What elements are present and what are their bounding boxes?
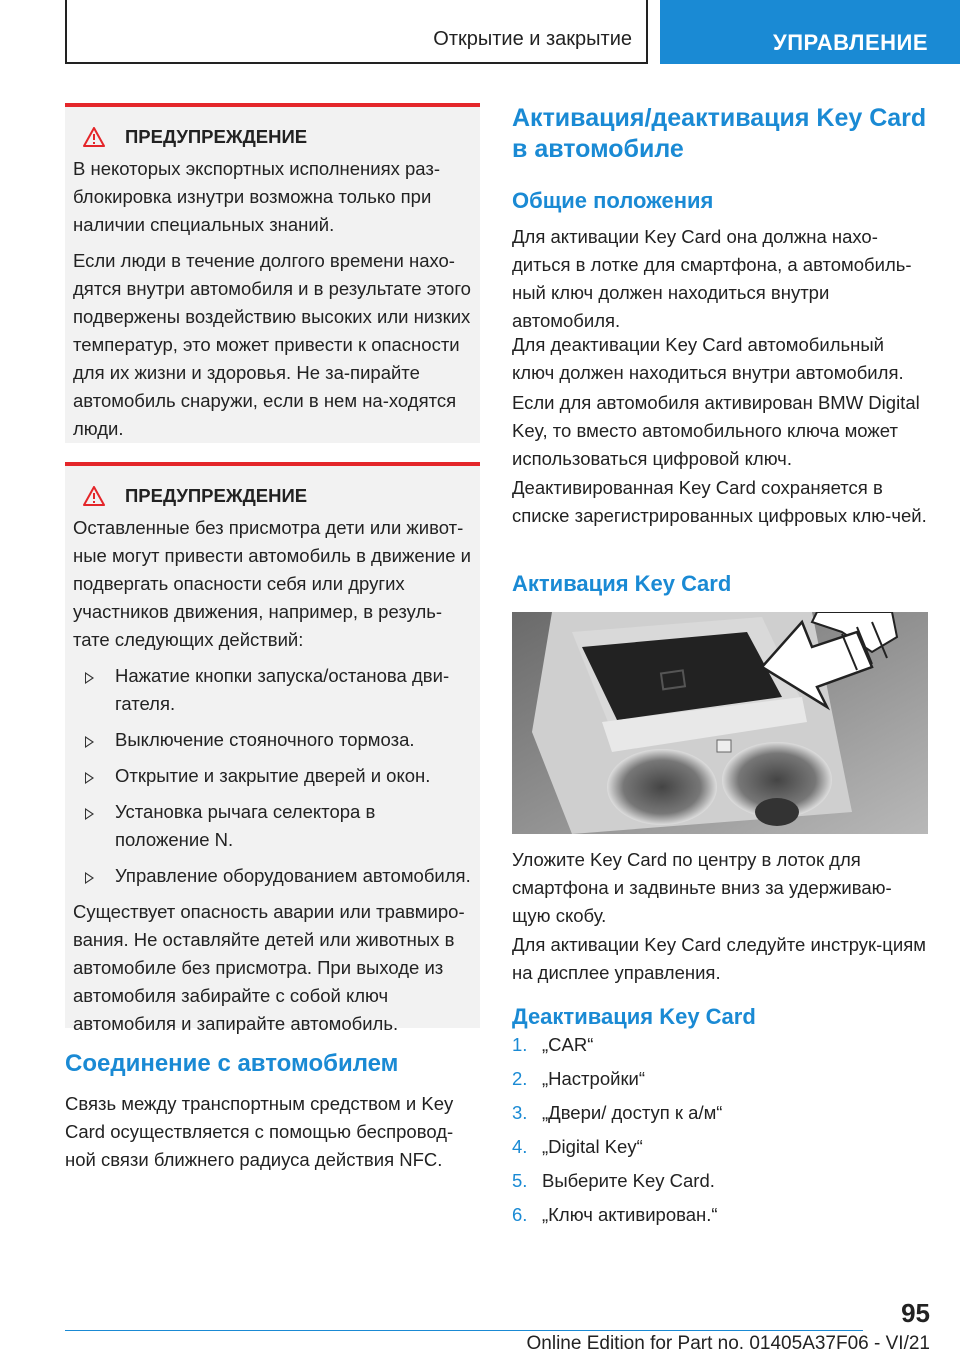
deactivate-heading: Деактивация Key Card [512, 1004, 756, 1029]
warning-text: Оставленные без присмотра дети или живот-ные могут привести автомобиль в движение и подвергать опасности себя или других участников движения, например, в резуль-тате следующих действий: [73, 517, 471, 650]
list-item: 6. „Ключ активирован.“ [512, 1204, 718, 1225]
activate-text-1: Уложите Key Card по центру в лоток для смартфона и задвиньте вниз за удерживаю-щую скобу. [512, 849, 892, 926]
list-item: Выключение стояночного тормоза. [73, 726, 472, 754]
section-title: УПРАВЛЕНИЕ [773, 30, 928, 55]
list-item: Нажатие кнопки запуска/останова дви-гателя. [73, 662, 472, 718]
connection-heading: Соединение с автомобилем [65, 1050, 399, 1077]
footer-divider [65, 1330, 863, 1331]
list-item: 4. „Digital Key“ [512, 1136, 643, 1157]
edition-text: Online Edition for Part no. 01405A37F06 - VI/21 [526, 1333, 930, 1354]
bullet-triangle-icon [85, 872, 94, 884]
list-item: 1. „CAR“ [512, 1034, 594, 1055]
general-text-2: Для деактивации Key Card автомобильный ключ должен находиться внутри автомобиля. [512, 334, 904, 383]
general-text-1: Для активации Key Card она должна нахо-диться в лотке для смартфона, а автомобиль-ный ключ должен находиться внутри автомобиля. [512, 226, 912, 331]
bullet-triangle-icon [85, 672, 94, 684]
list-item: Установка рычага селектора в положение N. [73, 798, 472, 854]
connection-text: Связь между транспортным средством и Key Card осуществляется с помощью беспровод-ной связи ближнего радиуса действия NFC. [65, 1093, 454, 1170]
chapter-title: Открытие и закрытие [433, 28, 632, 50]
warning-text: Существует опасность аварии или травмиро-вания. Не оставляйте детей или животных в автомобиле без присмотра. При выходе из автомобиля забирайте с собой ключ автомобиля и запирайте автомобиль. [73, 901, 465, 1034]
general-text-3: Если для автомобиля активирован BMW Digital Key, то вместо автомобильного ключа может использоваться цифровой ключ. [512, 392, 920, 469]
list-item: 2. „Настройки“ [512, 1068, 646, 1089]
warning-triangle-icon [83, 486, 105, 506]
warning-title: ПРЕДУПРЕЖДЕНИЕ [73, 482, 472, 510]
list-item: 3. „Двери/ доступ к а/м“ [512, 1102, 723, 1123]
bullet-triangle-icon [85, 772, 94, 784]
warning-list [73, 662, 472, 890]
activate-heading: Активация Key Card [512, 571, 732, 596]
warning-triangle-icon [83, 127, 105, 147]
warning-title: ПРЕДУПРЕЖДЕНИЕ [73, 123, 472, 151]
deactivate-steps [512, 1034, 928, 1238]
warning-box-1 [65, 103, 480, 443]
header-section-tab [660, 0, 960, 64]
list-item: Открытие и закрытие дверей и окон. [73, 762, 472, 790]
smartphone-tray-photo [512, 612, 928, 834]
warning-text: В некоторых экспортных исполнениях раз-блокировка изнутри возможна только при наличии специальных знаний. [73, 158, 441, 235]
activation-heading: Активация/деактивация Key Card в автомобиле [512, 104, 927, 163]
warning-text: Если люди в течение долгого времени нахо-дятся внутри автомобиля и в результате этого подвержены воздействию высоких или низких температур, это может привести к опасности для их жизни и здоровья. Не за-пирайте автомобиль снаружи, если в нем на-ходятся люди. [73, 250, 471, 439]
bullet-triangle-icon [85, 808, 94, 820]
list-item: Управление оборудованием автомобиля. [73, 862, 472, 890]
page-number: 95 [901, 1298, 930, 1328]
warning-box-2 [65, 462, 480, 1034]
activate-text-2: Для активации Key Card следуйте инструк-циям на дисплее управления. [512, 934, 926, 983]
header-chapter-tab [65, 0, 648, 64]
general-heading: Общие положения [512, 188, 714, 213]
general-text-4: Деактивированная Key Card сохраняется в списке зарегистрированных цифровых клю-чей. [512, 477, 927, 526]
tray-illustration [512, 612, 928, 834]
list-item: 5. Выберите Key Card. [512, 1170, 715, 1191]
bullet-triangle-icon [85, 736, 94, 748]
